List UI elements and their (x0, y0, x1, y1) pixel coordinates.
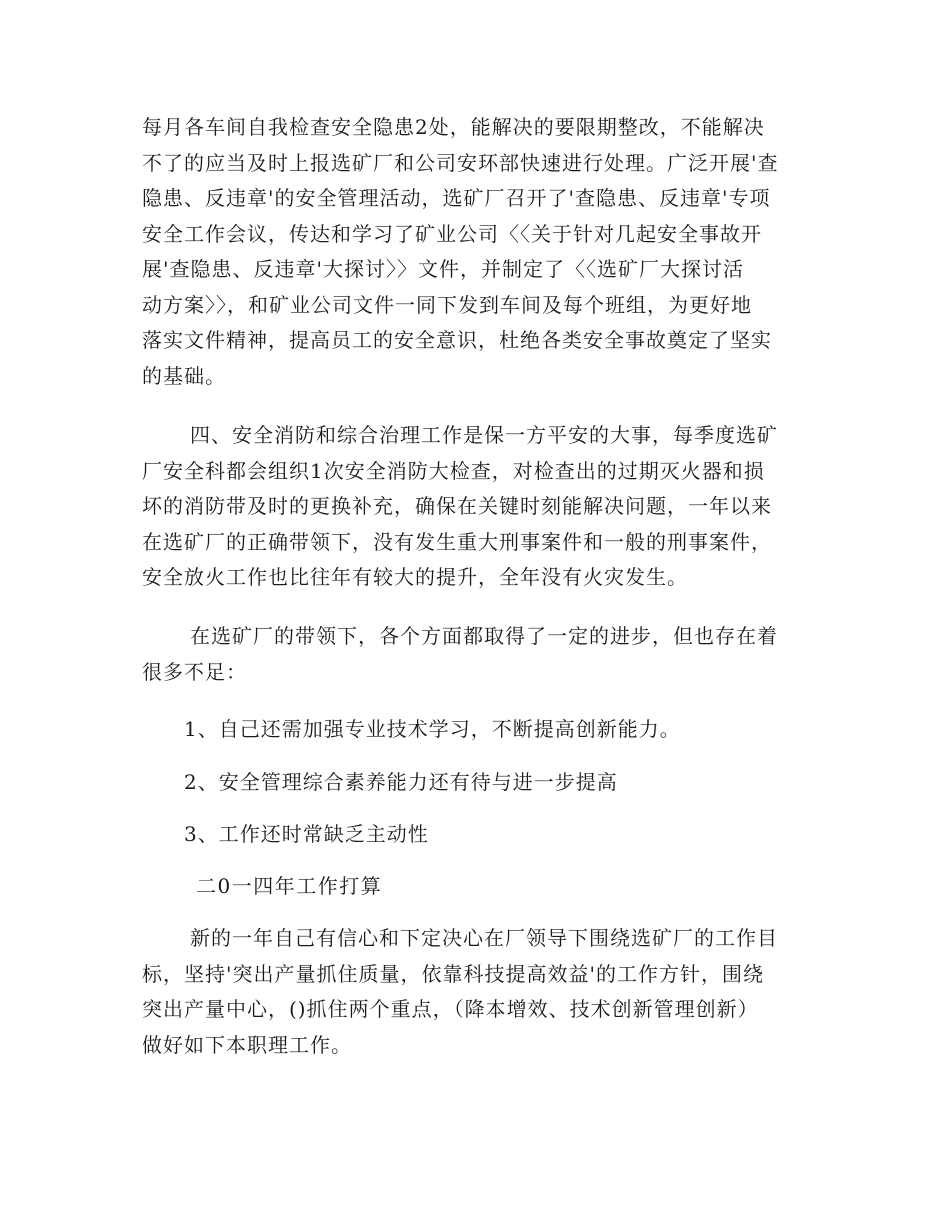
text-line: 标，坚持'突出产量抓住质量，依靠科技提高效益'的工作方针，围绕 (142, 961, 764, 986)
paragraph-safety-inspection (142, 110, 812, 394)
text-line: 突出产量中心，()抓住两个重点，（降本增效、技术创新管理创新） (142, 997, 759, 1021)
paragraph-shortcomings-intro (142, 619, 812, 690)
list-item: 3、工作还时常缺乏主动性 (184, 822, 429, 846)
text-line: 落实文件精神，提高员工的安全意识，杜绝各类安全事故奠定了坚实 (142, 328, 772, 352)
text-line: 厂安全科都会组织1次安全消防大检查，对检查出的过期灭火器和损 (142, 458, 765, 483)
text-line: 四、安全消防和综合治理工作是保一方平安的大事，每季度选矿 (190, 423, 778, 447)
text-line: 坏的消防带及时的更换补充，确保在关键时刻能解决问题，一年以来 (142, 494, 772, 518)
text-line: 动方案〉〉，和矿业公司文件一同下发到车间及每个班组，为更好地 (142, 292, 752, 317)
text-line: 在选矿厂的带领下，各个方面都取得了一定的进步，但也存在着 (190, 624, 778, 648)
text-line: 安全放火工作也比往年有较大的提升，全年没有火灾发生。 (142, 565, 688, 589)
text-line: 做好如下本职理工作。 (142, 1032, 352, 1057)
text-line: 很多不足： (142, 659, 247, 684)
text-line: 安全工作会议，传达和学习了矿业公司〈〈关于针对几起安全事故开 (142, 221, 762, 246)
text-line: 新的一年自己有信心和下定决心在厂领导下围绕选矿厂的工作目 (190, 926, 778, 950)
list-item: 1、自己还需加强专业技术学习，不断提高创新能力。 (184, 717, 681, 741)
text-line: 每月各车间自我检查安全隐患2处，能解决的要限期整改，不能解决 (142, 115, 765, 139)
paragraph-work-plan (142, 921, 812, 1063)
text-line: 的基础。 (142, 363, 226, 388)
list-item: 2、安全管理综合素养能力还有待与进一步提高 (184, 770, 618, 794)
text-line: 不了的应当及时上报选矿厂和公司安环部快速进行处理。广泛开展'查 (142, 150, 779, 175)
section-heading: 二0一四年工作打算 (196, 874, 383, 898)
text-line: 展'查隐患、反违章'大探讨〉〉文件，并制定了〈〈选矿厂大探讨活 (142, 257, 744, 281)
text-line: 在选矿厂的正确带领下，没有发生重大刑事案件和一般的刑事案件， (142, 529, 772, 554)
text-line: 隐患、反违章'的安全管理活动，选矿厂召开了'查隐患、反违章'专项 (142, 186, 771, 210)
paragraph-fire-safety (142, 418, 812, 596)
